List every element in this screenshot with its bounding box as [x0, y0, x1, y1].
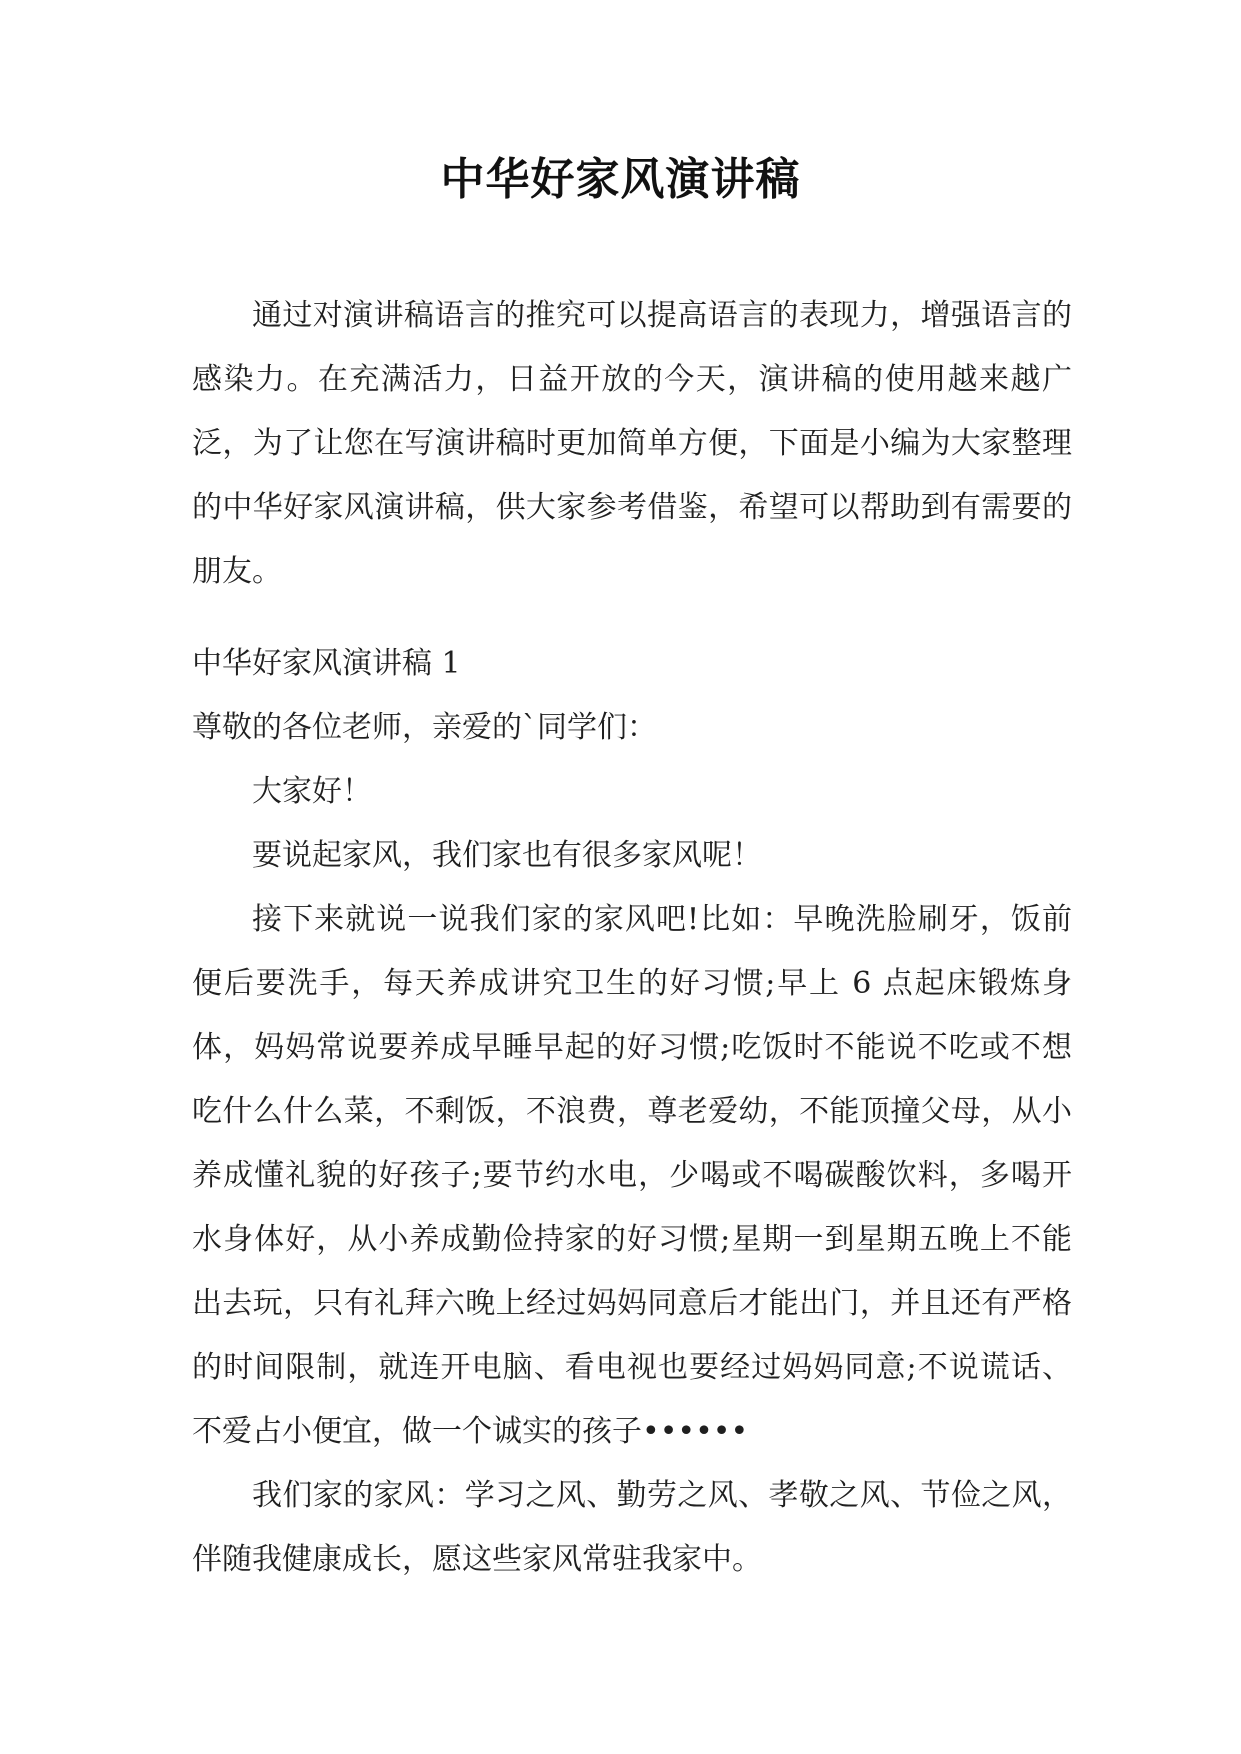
intro-paragraph: 通过对演讲稿语言的推究可以提高语言的表现力，增强语言的感染力。在充满活力，日益开放的今天，演讲稿的使用越来越广泛，为了让您在写演讲稿时更加简单方便，下面是小编为大家整理的中华好家风演讲稿，供大家参考借鉴，希望可以帮助到有需要的朋友。: [192, 298, 1072, 589]
salutation: 尊敬的各位老师，亲爱的`同学们：: [192, 710, 657, 745]
intro-section: [192, 284, 1072, 604]
body-paragraph: 大家好！: [252, 774, 372, 809]
body-paragraph: 我们家的家风：学习之风、勤劳之风、孝敬之风、节俭之风，伴随我健康成长，愿这些家风常驻我家中。: [192, 1478, 1072, 1577]
document-title: 中华好家风演讲稿: [440, 154, 801, 205]
speech-section: [192, 632, 1072, 1592]
section-heading: 中华好家风演讲稿 1: [192, 646, 461, 681]
body-paragraph: 接下来就说一说我们家的家风吧!比如：早晚洗脸刷牙，饭前便后要洗手，每天养成讲究卫生的好习惯;早上 6 点起床锻炼身体，妈妈常说要养成早睡早起的好习惯;吃饭时不能说不吃或不想吃什么什么菜，不剩饭，不浪费，尊老爱幼，不能顶撞父母，从小养成懂礼貌的好孩子;要节约水电，少喝或不喝碳酸饮料，多喝开水身体好，从小养成勤俭持家的好习惯;星期一到星期五晚上不能出去玩，只有礼拜六晚上经过妈妈同意后才能出门，并且还有严格的时间限制，就连开电脑、看电视也要经过妈妈同意;不说谎话、不爱占小便宜，做一个诚实的孩子••••••: [192, 902, 1072, 1449]
body-paragraph: 要说起家风，我们家也有很多家风呢！: [252, 838, 762, 873]
